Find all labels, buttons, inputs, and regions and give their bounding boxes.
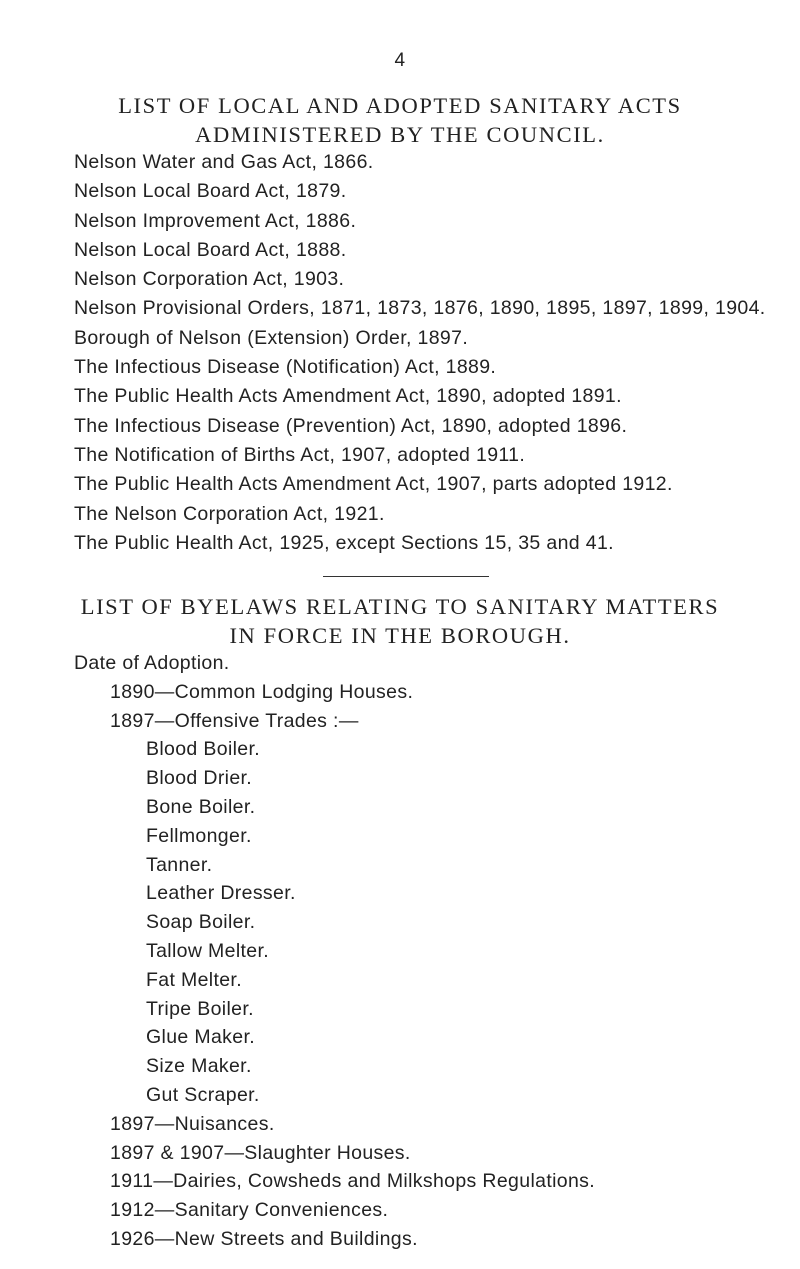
act-item: The Public Health Act, 1925, except Sections 15, 35 and 41. [74,531,614,554]
acts-list [74,148,774,558]
acts-title-line-2: ADMINISTERED BY THE COUNCIL. [195,122,605,147]
offensive-trade-item: Fellmonger. [146,824,252,847]
act-item: Borough of Nelson (Extension) Order, 1897. [74,326,469,349]
offensive-trade-item: Soap Boiler. [146,911,256,934]
act-item: Nelson Local Board Act, 1879. [74,180,347,203]
acts-section-title [0,91,800,149]
offensive-trade-item: Size Maker. [146,1055,252,1078]
act-item: Nelson Improvement Act, 1886. [74,209,357,232]
act-item: The Public Health Acts Amendment Act, 1890, adopted 1891. [74,385,622,408]
offensive-trade-item: Blood Drier. [146,767,253,790]
page-number: 4 [394,50,406,71]
byelaw-entry: 1912—Sanitary Conveniences. [110,1199,389,1222]
byelaw-entry: 1926—New Streets and Buildings. [110,1227,418,1250]
section-divider [323,576,489,577]
byelaw-entry: 1890—Common Lodging Houses. [110,680,414,703]
act-item: Nelson Corporation Act, 1903. [74,268,345,291]
byelaws-list [74,649,774,1254]
offensive-trade-item: Blood Boiler. [146,738,261,761]
act-item: The Notification of Births Act, 1907, adopted 1911. [74,443,526,466]
offensive-trade-item: Tanner. [146,853,213,876]
byelaw-entry: 1897—Nuisances. [110,1112,275,1135]
offensive-trade-item: Gut Scraper. [146,1083,260,1106]
byelaw-entry: 1897 & 1907—Slaughter Houses. [110,1141,411,1164]
acts-title-line-1: LIST OF LOCAL AND ADOPTED SANITARY ACTS [118,93,682,118]
act-item: The Infectious Disease (Notification) Act, 1889. [74,356,497,379]
act-item: The Infectious Disease (Prevention) Act, 1890, adopted 1896. [74,414,628,437]
offensive-trade-item: Leather Dresser. [146,882,296,905]
offensive-trade-item: Bone Boiler. [146,795,256,818]
byelaws-title-line-1: LIST OF BYELAWS RELATING TO SANITARY MATTERS [80,594,720,619]
byelaws-title-line-2: IN FORCE IN THE BOROUGH. [229,623,571,648]
act-item: Nelson Local Board Act, 1888. [74,238,347,261]
byelaws-section-title [0,592,800,650]
act-item: Nelson Provisional Orders, 1871, 1873, 1876, 1890, 1895, 1897, 1899, 1904. [74,297,766,320]
offensive-trade-item: Tripe Boiler. [146,997,254,1020]
act-item: The Nelson Corporation Act, 1921. [74,502,385,525]
date-of-adoption-heading: Date of Adoption. [74,652,230,674]
offensive-trade-item: Glue Maker. [146,1026,255,1049]
byelaw-entry: 1911—Dairies, Cowsheds and Milkshops Regulations. [110,1170,596,1193]
byelaw-entry: 1897—Offensive Trades :— [110,709,359,732]
act-item: Nelson Water and Gas Act, 1866. [74,151,374,173]
offensive-trade-item: Tallow Melter. [146,939,270,962]
act-item: The Public Health Acts Amendment Act, 1907, parts adopted 1912. [74,473,673,496]
offensive-trade-item: Fat Melter. [146,968,242,991]
